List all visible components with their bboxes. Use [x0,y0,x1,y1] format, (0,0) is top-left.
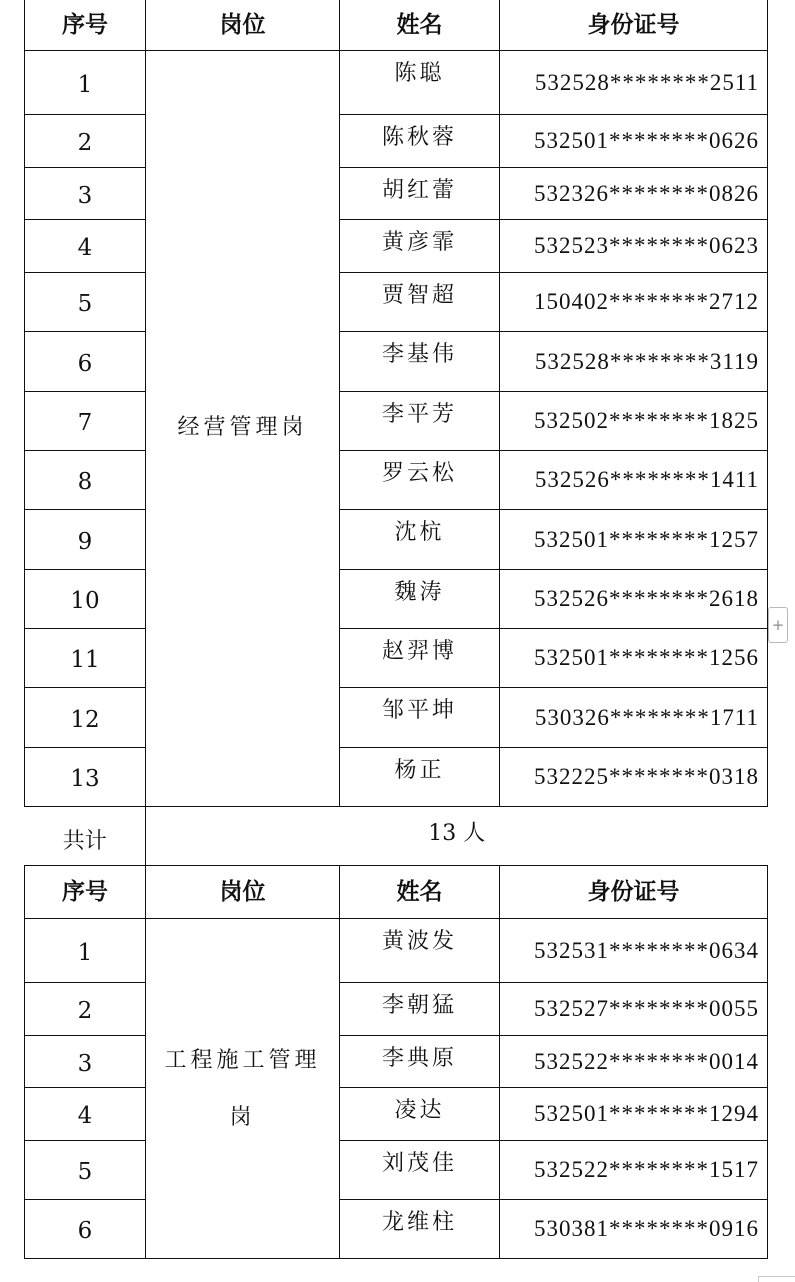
row-name: 黄彦霏 [340,220,500,273]
table-row [25,220,768,273]
header-index: 序号 [25,866,146,919]
table-row [25,1200,768,1259]
row-index: 5 [25,1141,146,1200]
header-id-number: 身份证号 [500,866,768,919]
row-name: 赵羿博 [340,629,500,688]
row-name: 李平芳 [340,392,500,451]
row-id-number: 532526********1411 [500,451,768,510]
table-row [25,983,768,1036]
row-id-number: 532531********0634 [500,919,768,983]
row-name: 李朝猛 [340,983,500,1036]
row-id-number: 532326********0826 [500,168,768,220]
page-corner-divider [758,1276,795,1282]
row-name: 陈聪 [340,51,500,115]
table-row [25,392,768,451]
row-index: 13 [25,748,146,807]
row-id-number: 532526********2618 [500,570,768,629]
table-row [25,168,768,220]
total-value: 13 人 [146,807,768,866]
row-name: 陈秋蓉 [340,115,500,168]
row-id-number: 532501********1257 [500,510,768,570]
table-row [25,1141,768,1200]
header-index: 序号 [25,0,146,51]
row-id-number: 532528********2511 [500,51,768,115]
table-row [25,629,768,688]
row-index: 3 [25,1036,146,1088]
table-row [25,1088,768,1141]
row-id-number: 532501********1294 [500,1088,768,1141]
row-index: 5 [25,273,146,332]
table-row [25,51,768,115]
row-name: 魏涛 [340,570,500,629]
row-name: 李基伟 [340,332,500,392]
row-index: 2 [25,115,146,168]
table-row [25,451,768,510]
row-index: 6 [25,332,146,392]
total-row [25,807,768,866]
row-name: 凌达 [340,1088,500,1141]
row-name: 胡红蕾 [340,168,500,220]
total-label: 共计 [25,807,146,866]
row-index: 9 [25,510,146,570]
row-index: 3 [25,168,146,220]
expand-button[interactable]: + [768,607,788,643]
row-id-number: 532501********0626 [500,115,768,168]
row-name: 邹平坤 [340,688,500,748]
table-row [25,688,768,748]
row-index: 4 [25,220,146,273]
position-cell: 工程施工管理岗 [146,919,340,1259]
table-row [25,570,768,629]
header-name: 姓名 [340,866,500,919]
row-id-number: 532522********0014 [500,1036,768,1088]
table-row [25,919,768,983]
row-id-number: 532522********1517 [500,1141,768,1200]
row-name: 沈杭 [340,510,500,570]
header-position: 岗位 [146,0,340,51]
row-index: 2 [25,983,146,1036]
row-id-number: 530381********0916 [500,1200,768,1259]
header-row [25,0,768,51]
row-id-number: 532225********0318 [500,748,768,807]
row-id-number: 532523********0623 [500,220,768,273]
row-index: 12 [25,688,146,748]
row-name: 贾智超 [340,273,500,332]
header-row [25,866,768,919]
row-id-number: 532527********0055 [500,983,768,1036]
row-name: 李典原 [340,1036,500,1088]
row-id-number: 150402********2712 [500,273,768,332]
roster-table [24,0,768,1259]
row-index: 1 [25,51,146,115]
header-position: 岗位 [146,866,340,919]
row-name: 刘茂佳 [340,1141,500,1200]
row-index: 8 [25,451,146,510]
row-id-number: 532501********1256 [500,629,768,688]
row-index: 6 [25,1200,146,1259]
table-row [25,332,768,392]
table-row [25,748,768,807]
table-row [25,1036,768,1088]
table-row [25,115,768,168]
row-id-number: 530326********1711 [500,688,768,748]
header-id-number: 身份证号 [500,0,768,51]
row-name: 杨正 [340,748,500,807]
table-row [25,510,768,570]
header-name: 姓名 [340,0,500,51]
row-name: 龙维柱 [340,1200,500,1259]
row-index: 11 [25,629,146,688]
row-index: 4 [25,1088,146,1141]
row-id-number: 532528********3119 [500,332,768,392]
position-cell: 经营管理岗 [146,51,340,807]
row-index: 1 [25,919,146,983]
row-name: 罗云松 [340,451,500,510]
row-index: 10 [25,570,146,629]
table-row [25,273,768,332]
row-id-number: 532502********1825 [500,392,768,451]
row-index: 7 [25,392,146,451]
row-name: 黄波发 [340,919,500,983]
